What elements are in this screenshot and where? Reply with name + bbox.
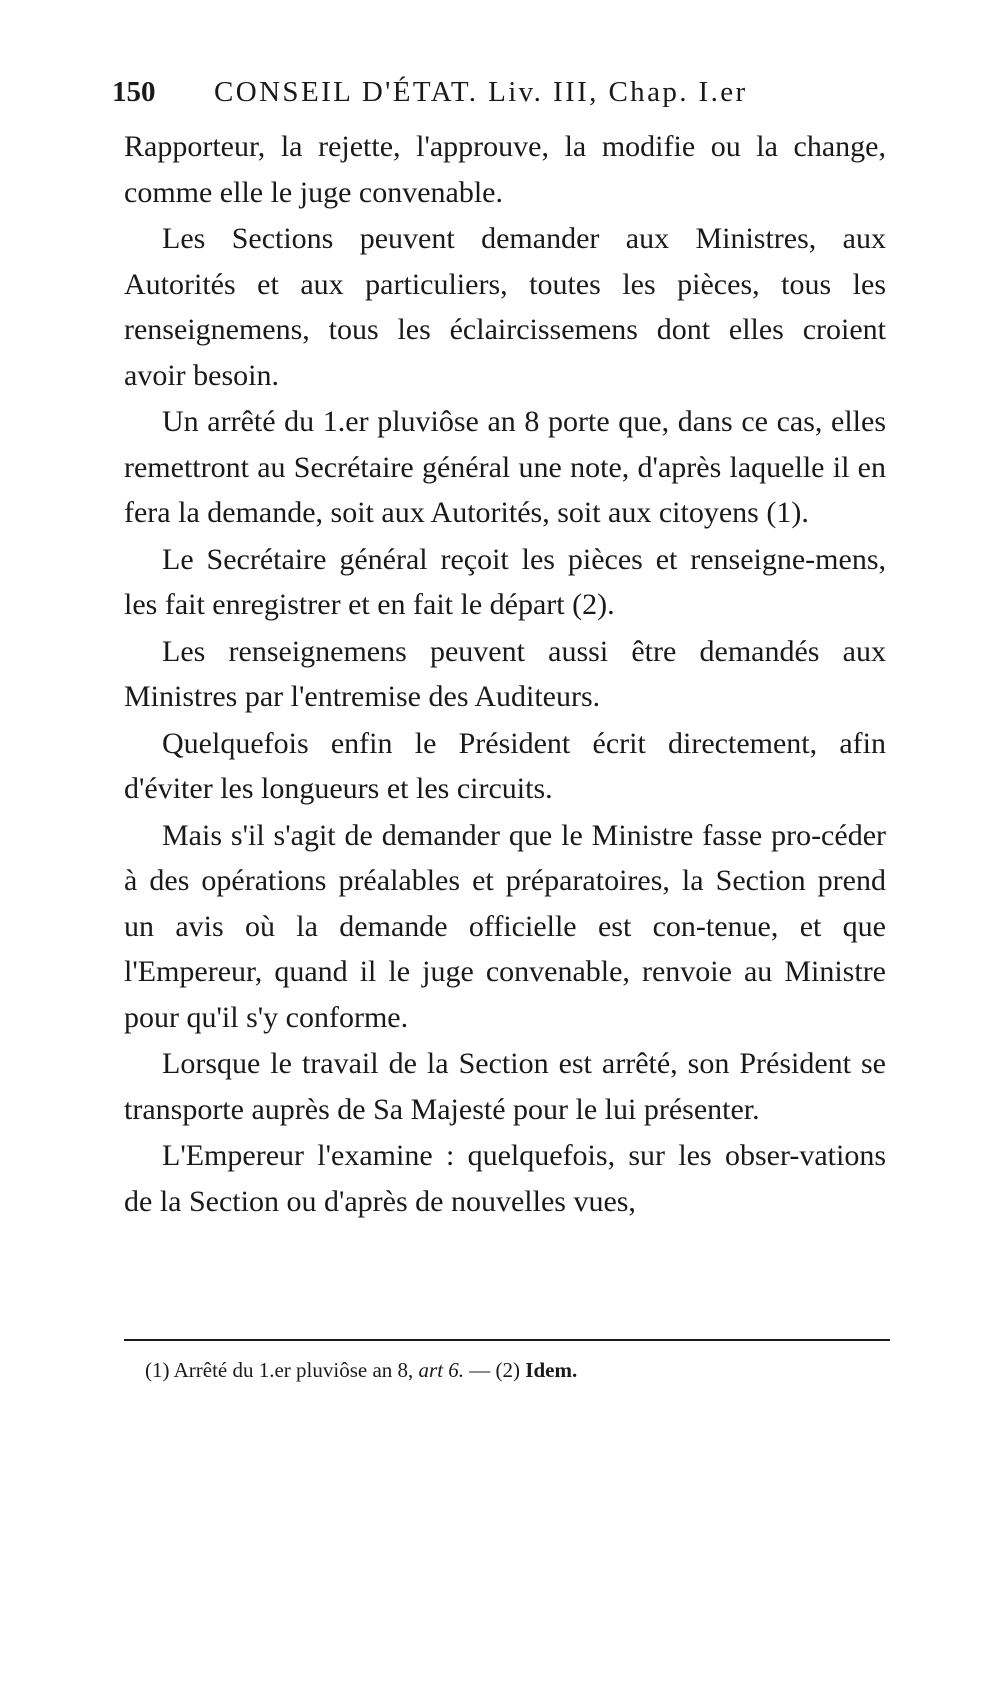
footnote-2-text: Idem. [525,1358,578,1382]
running-title: CONSEIL D'ÉTAT. Liv. III, Chap. I.er [214,76,748,108]
paragraph-5: Les renseignemens peuvent aussi être demandés aux Ministres par l'entremise des Auditeurs. [124,634,886,713]
footnote-1-text: Arrêté du 1.er pluviôse an 8, [173,1358,414,1382]
paragraph-1: Rapporteur, la rejette, l'approuve, la modifie ou la change, comme elle le juge convenable. [124,130,886,209]
paragraph-2: Les Sections peuvent demander aux Ministres, aux Autorités et aux particuliers, toutes les pièces, tous les renseignemens, tous les éclaircissemens dont elles croient avoir besoin. [124,222,886,392]
paragraph-9: L'Empereur l'examine : quelquefois, sur les obser-vations de la Section ou d'après de nouvelles vues, [124,1139,886,1218]
page-header [112,76,902,116]
footnote-2-marker: (2) [495,1358,521,1382]
body-text [124,124,886,1225]
paragraph-4: Le Secrétaire général reçoit les pièces et renseigne-mens, les fait enregistrer et en fait le départ (2). [124,542,886,621]
page-number: 150 [112,76,156,108]
paragraph-3: Un arrêté du 1.er pluviôse an 8 porte que, dans ce cas, elles remettront au Secrétaire général une note, d'après laquelle il en fera la demande, soit aux Autorités, soit aux citoyens (1). [124,405,886,529]
paragraph-8: Lorsque le travail de la Section est arrêté, son Président se transporte auprès de Sa Majesté pour le lui présenter. [124,1047,886,1126]
footnote-separator: — [469,1358,491,1382]
footnotes [145,1355,885,1385]
paragraph-6: Quelquefois enfin le Président écrit directement, afin d'éviter les longueurs et les circuits. [124,726,886,805]
paragraph-7: Mais s'il s'agit de demander que le Ministre fasse pro-céder à des opérations préalables et préparatoires, la Section prend un avis où la demande officielle est con-tenue, et que l'Empereur, quand il le juge convenable, renvoie au Ministre pour qu'il s'y conforme. [124,818,886,1034]
footnote-1-marker: (1) [145,1358,170,1382]
footnote-rule [124,1339,890,1341]
footnote-1-article: art 6. [418,1358,465,1382]
